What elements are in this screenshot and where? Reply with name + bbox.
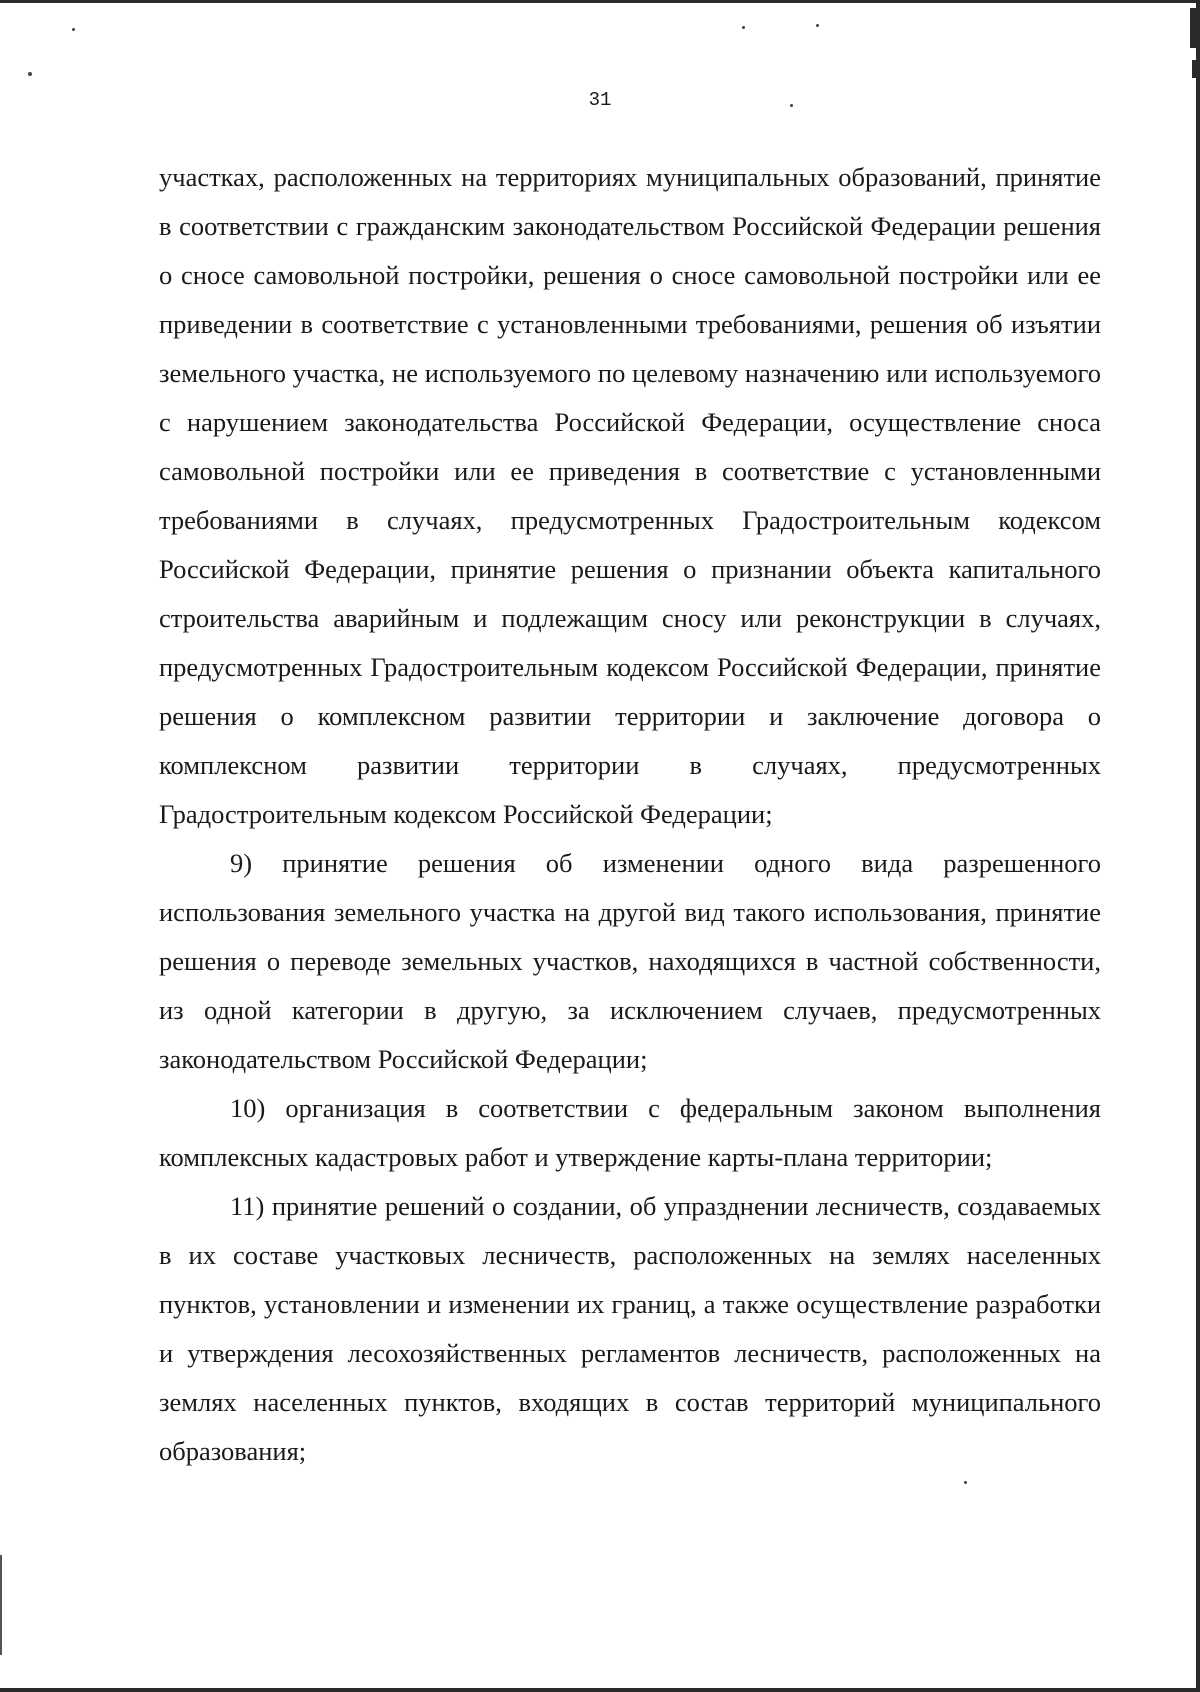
- paragraph-item-10: 10) организация в соответствии с федеральным законом выполнения комплексных кадастровых работ и утверждение карты-плана территории;: [159, 1093, 1101, 1172]
- paragraph-item-9: 9) принятие решения об изменении одного вида разрешенного использования земельного участка на другой вид такого использования, принятие решения о переводе земельных участков, находящихся в частной собственности, из одной категории в другую, за исключением случаев, предусмотренных законодательством Российской Федерации;: [159, 848, 1101, 1074]
- scan-edge-bottom: [0, 1688, 1200, 1692]
- document-body: [159, 153, 1101, 1476]
- scan-speck: [816, 24, 819, 27]
- scan-edge-left: [0, 1555, 2, 1655]
- scan-edge-right: [1196, 0, 1200, 1692]
- scan-speck: [742, 26, 745, 29]
- page-number: 31: [588, 89, 612, 111]
- scan-speck: [72, 28, 75, 31]
- scan-edge-mark: [1192, 60, 1196, 78]
- paragraph-item-11: 11) принятие решений о создании, об упразднении лесничеств, создаваемых в их составе участковых лесничеств, расположенных на землях населенных пунктов, установлении и изменении их границ, а также осуществление разработки и утверждения лесохозяйственных регламентов лесничеств, расположенных на землях населенных пунктов, входящих в состав территорий муниципального образования;: [159, 1191, 1101, 1466]
- scan-edge-mark: [1190, 8, 1196, 48]
- scan-speck: [964, 1481, 967, 1484]
- scan-edge-top: [0, 0, 1200, 3]
- paragraph-continuation: участках, расположенных на территориях муниципальных образований, принятие в соответствии с гражданским законодательством Российской Федерации решения о сносе самовольной постройки, решения о сносе самовольной постройки или ее приведении в соответствие с установленными требованиями, решения об изъятии земельного участка, не используемого по целевому назначению или используемого с нарушением законодательства Российской Федерации, осуществление сноса самовольной постройки или ее приведения в соответствие с установленными требованиями в случаях, предусмотренных Градостроительным кодексом Российской Федерации, принятие решения о признании объекта капитального строительства аварийным и подлежащим сносу или реконструкции в случаях, предусмотренных Градостроительным кодексом Российской Федерации, принятие решения о комплексном развитии территории и заключение договора о комплексном развитии территории в случаях, предусмотренных Градостроительным кодексом Российской Федерации;: [159, 162, 1101, 829]
- scan-speck: [28, 72, 32, 76]
- scan-speck: [790, 104, 793, 107]
